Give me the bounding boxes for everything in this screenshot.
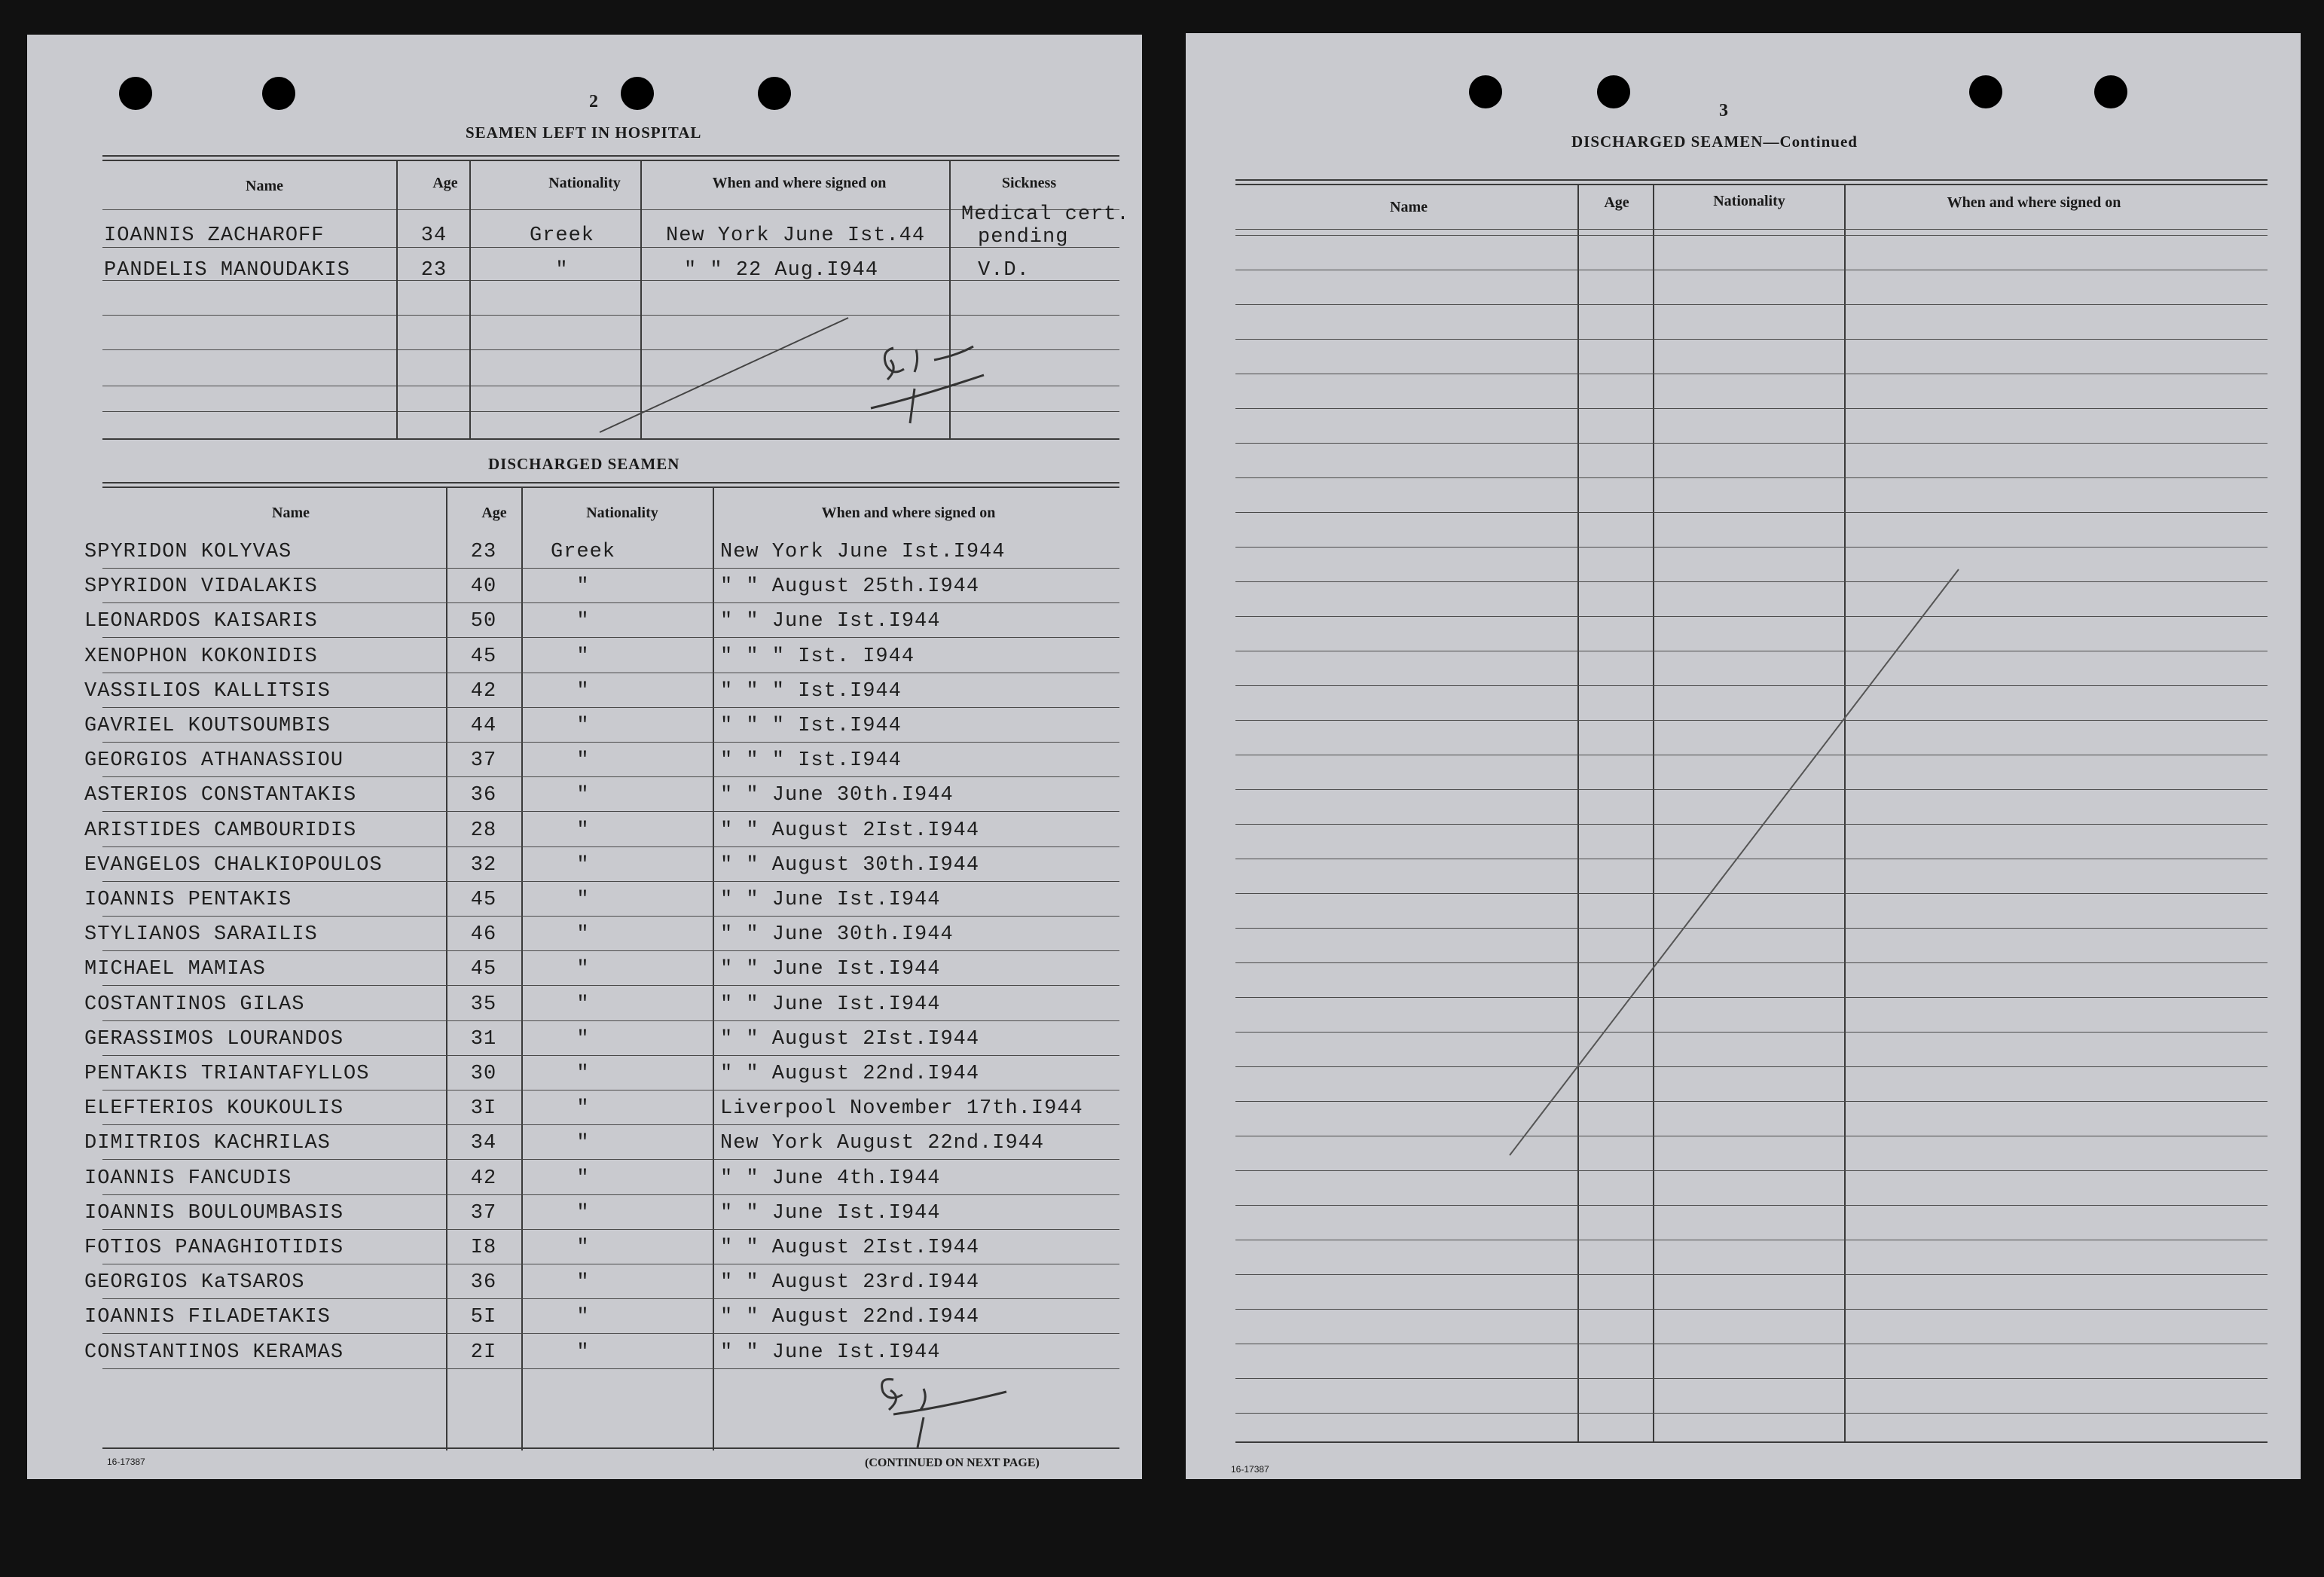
discharged-row-signed: " " August 2Ist.I944 [720,1027,980,1051]
row-rule [102,1055,1119,1056]
hospital-sickness-note: pending [978,226,1069,249]
discharged-row-age: 45 [470,889,497,911]
header-nationality: Nationality [1713,193,1785,209]
form-number: 16-17387 [107,1457,145,1467]
discharged-row-age: 46 [470,923,497,947]
row-rule [102,846,1119,847]
column-rule [521,487,523,1450]
discharged-row-age: 31 [470,1027,497,1051]
discharged-row-nationality: " [576,575,590,599]
discharged-row-signed: " " June Ist.I944 [720,889,941,911]
hospital-section-title: SEAMEN LEFT IN HOSPITAL [466,124,702,142]
discharged-row-signed: Liverpool November 17th.I944 [720,1097,1083,1121]
row-rule [102,637,1119,638]
discharged-row-nationality: " [576,749,590,773]
discharged-row-age: 32 [470,853,497,877]
discharged-row-nationality: " [576,679,590,703]
discharged-row-name: ARISTIDES CAMBOURIDIS [84,819,357,842]
discharged-row-name: SPYRIDON KOLYVAS [84,541,292,563]
discharged-row-age: I8 [470,1237,497,1259]
discharged-row-name: EVANGELOS CHALKIOPOULOS [84,853,383,877]
discharged-row-signed: " " June Ist.I944 [720,1341,941,1364]
discharged-row-nationality: " [576,1027,590,1051]
discharged-row-age: 23 [470,541,497,563]
discharged-row-name: PENTAKIS TRIANTAFYLLOS [84,1063,370,1085]
discharged-row-signed: " " June Ist.I944 [720,1201,941,1225]
discharged-row-signed: " " August 22nd.I944 [720,1306,980,1329]
row-rule [102,916,1119,917]
row-rule [102,1333,1119,1334]
table-rule [102,487,1119,488]
discharged-row-age: 5I [470,1306,497,1329]
header-age: Age [432,175,458,191]
column-rule [713,487,714,1450]
header-nationality: Nationality [548,175,621,191]
discharged-row-nationality: " [576,958,590,981]
discharged-row-signed: " " " Ist. I944 [720,645,915,668]
page-number: 3 [1719,101,1728,120]
discharged-row-signed: " " August 2Ist.I944 [720,819,980,842]
discharged-row-nationality: " [576,889,590,911]
discharged-row-name: GERASSIMOS LOURANDOS [84,1027,344,1051]
discharged-row-age: 44 [470,715,497,737]
discharged-row-signed: " " June Ist.I944 [720,993,941,1016]
discharged-row-nationality: " [576,1063,590,1085]
discharged-row-name: GEORGIOS ATHANASSIOU [84,749,344,773]
row-rule [102,568,1119,569]
header-name: Name [1390,199,1428,215]
discharged-row-name: XENOPHON KOKONIDIS [84,645,318,668]
discharged-row-age: 50 [470,610,497,633]
row-rule [102,1194,1119,1195]
discharged-row-age: 3I [470,1097,497,1121]
discharged-row-nationality: " [576,715,590,737]
discharged-row-signed: New York August 22nd.I944 [720,1132,1045,1155]
discharged-row-age: 36 [470,1271,497,1295]
discharged-row-nationality: " [576,1167,590,1190]
table-rule [102,482,1119,483]
discharged-row-signed: " " August 25th.I944 [720,575,980,599]
row-rule [102,1229,1119,1230]
row-rule [102,985,1119,986]
discharged-row-name: COSTANTINOS GILAS [84,993,305,1016]
header-signed: When and where signed on [821,505,996,521]
discharged-row-name: IOANNIS PENTAKIS [84,889,292,911]
discharged-row-nationality: " [576,923,590,947]
discharged-row-signed: " " June 30th.I944 [720,784,954,807]
row-rule [102,602,1119,603]
discharged-row-name: IOANNIS FILADETAKIS [84,1306,331,1329]
hospital-row-name: PANDELIS MANOUDAKIS [104,259,350,282]
header-sickness: Sickness [1001,175,1057,191]
discharged-section-title: DISCHARGED SEAMEN [488,455,680,473]
table-rule [102,1447,1119,1449]
row-rule [102,950,1119,951]
discharged-row-nationality: " [576,819,590,842]
discharged-row-signed: " " August 2Ist.I944 [720,1237,980,1259]
discharged-row-signed: " " June Ist.I944 [720,610,941,633]
discharged-row-name: IOANNIS FANCUDIS [84,1167,292,1190]
hospital-row-nationality: Greek [529,224,595,247]
hospital-row-sickness: V.D. [978,259,1030,282]
discharged-row-age: 42 [470,1167,497,1190]
discharged-row-name: FOTIOS PANAGHIOTIDIS [84,1237,344,1259]
row-rule [102,1159,1119,1160]
row-rule [102,742,1119,743]
discharged-row-nationality: " [576,610,590,633]
hospital-row-signed: New York June Ist.44 [666,224,926,247]
discharged-row-age: 2I [470,1341,497,1364]
hospital-row-name: IOANNIS ZACHAROFF [104,224,325,247]
discharged-row-nationality: " [576,1237,590,1259]
header-nationality: Nationality [586,505,658,521]
header-signed: When and where signed on [1947,194,2121,211]
discharged-row-signed: " " June Ist.I944 [720,958,941,981]
discharged-row-name: VASSILIOS KALLITSIS [84,679,331,703]
discharged-row-name: ELEFTERIOS KOUKOULIS [84,1097,344,1121]
discharged-row-nationality: " [576,1341,590,1364]
discharged-row-nationality: " [576,645,590,668]
discharged-row-age: 45 [470,958,497,981]
left-page [27,35,1142,1479]
discharged-row-nationality: " [576,1271,590,1295]
header-age: Age [1604,194,1629,211]
discharged-row-age: 40 [470,575,497,599]
hospital-row-age: 23 [420,259,447,282]
header-name: Name [246,178,283,194]
right-section-title: DISCHARGED SEAMEN—Continued [1571,133,1858,151]
discharged-row-name: STYLIANOS SARAILIS [84,923,318,947]
discharged-row-age: 35 [470,993,497,1016]
form-number: 16-17387 [1231,1464,1269,1475]
discharged-row-name: GEORGIOS KaTSAROS [84,1271,305,1295]
discharged-row-nationality: " [576,853,590,877]
discharged-row-age: 45 [470,645,497,668]
discharged-row-signed: " " August 23rd.I944 [720,1271,980,1295]
row-rule [102,1124,1119,1125]
discharged-row-nationality: " [576,993,590,1016]
discharged-row-age: 28 [470,819,497,842]
discharged-row-signed: " " August 30th.I944 [720,853,980,877]
discharged-row-name: GAVRIEL KOUTSOUMBIS [84,715,331,737]
discharged-row-age: 30 [470,1063,497,1085]
discharged-row-age: 34 [470,1132,497,1155]
discharged-row-signed: " " " Ist.I944 [720,679,902,703]
discharged-row-age: 36 [470,784,497,807]
cancellation-line [1186,33,2301,1479]
discharged-row-name: ASTERIOS CONSTANTAKIS [84,784,357,807]
discharged-row-name: DIMITRIOS KACHRILAS [84,1132,331,1155]
discharged-row-age: 42 [470,679,497,703]
row-rule [102,811,1119,812]
continued-note: (CONTINUED ON NEXT PAGE) [865,1457,1040,1469]
discharged-row-nationality: " [576,1201,590,1225]
row-rule [102,707,1119,708]
discharged-row-nationality: " [576,1306,590,1329]
discharged-row-signed: " " August 22nd.I944 [720,1063,980,1085]
discharged-row-name: CONSTANTINOS KERAMAS [84,1341,344,1364]
page-number: 2 [589,92,598,111]
discharged-row-nationality: " [576,1132,590,1155]
column-rule [446,487,447,1450]
discharged-row-nationality: Greek [550,541,616,563]
row-rule [102,1020,1119,1021]
discharged-row-name: MICHAEL MAMIAS [84,958,266,981]
right-page [1186,33,2301,1479]
row-rule [102,1298,1119,1299]
hospital-row-signed: " " 22 Aug.I944 [684,259,879,282]
discharged-row-name: IOANNIS BOULOUMBASIS [84,1201,344,1225]
discharged-row-signed: New York June Ist.I944 [720,541,1006,563]
row-rule [102,1368,1119,1369]
hospital-row-age: 34 [420,224,447,247]
discharged-row-signed: " " June 30th.I944 [720,923,954,947]
header-name: Name [272,505,310,521]
header-signed: When and where signed on [712,175,887,191]
discharged-row-age: 37 [470,1201,497,1225]
discharged-row-name: SPYRIDON VIDALAKIS [84,575,318,599]
header-age: Age [481,505,507,521]
discharged-row-signed: " " " Ist.I944 [720,749,902,773]
row-rule [102,776,1119,777]
discharged-row-name: LEONARDOS KAISARIS [84,610,318,633]
discharged-row-signed: " " June 4th.I944 [720,1167,941,1190]
hospital-row-nationality: " [555,259,569,282]
discharged-row-nationality: " [576,784,590,807]
discharged-row-nationality: " [576,1097,590,1121]
discharged-row-age: 37 [470,749,497,773]
row-rule [102,881,1119,882]
discharged-row-signed: " " " Ist.I944 [720,715,902,737]
hospital-row-sickness: Medical cert. [961,203,1130,226]
